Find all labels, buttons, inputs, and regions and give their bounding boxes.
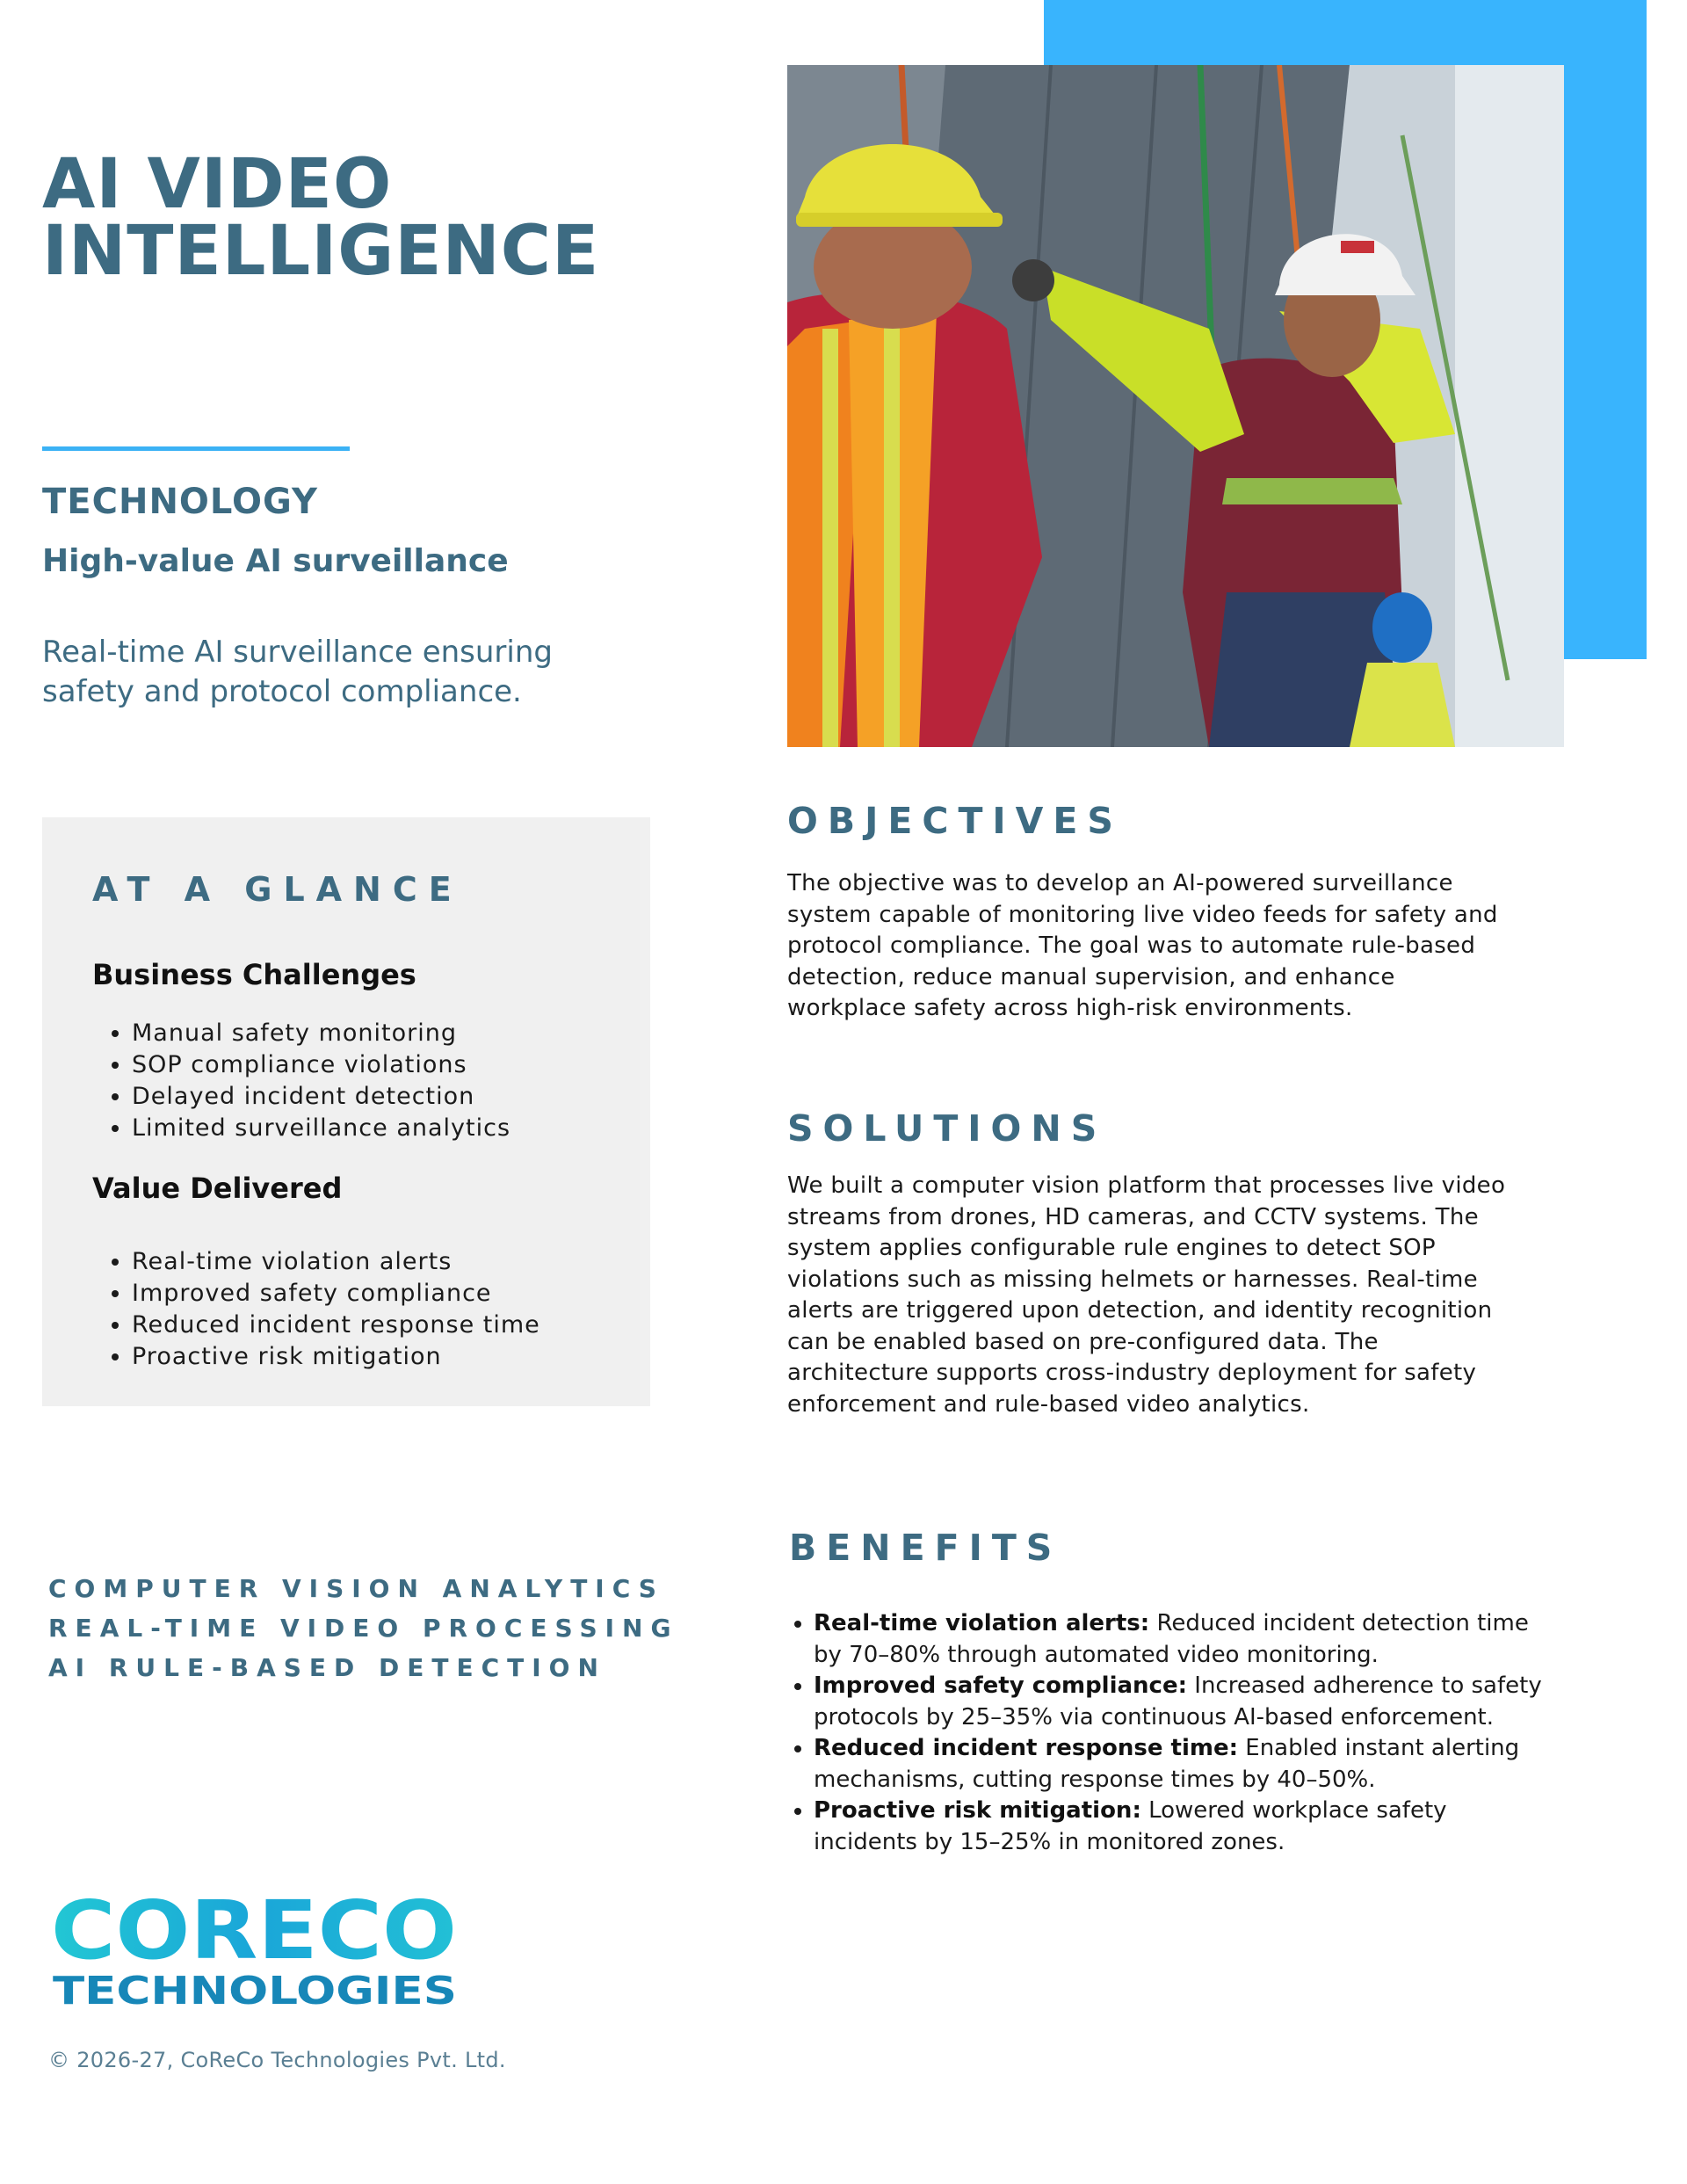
list-item: • Proactive risk mitigation [132,1341,540,1373]
page-title-line2: INTELLIGENCE [42,212,600,291]
value-delivered-list [92,1246,540,1373]
benefit-text: Enabled instant alerting mechanisms, cutting response times by 40–50%. [814,1735,1520,1793]
tag-item: COMPUTER VISION ANALYTICS [48,1574,664,1603]
benefit-item [814,1608,1552,1671]
benefit-label: Reduced incident response time: [814,1735,1239,1761]
benefit-label: Real-time violation alerts: [814,1610,1150,1636]
solutions-heading: SOLUTIONS [787,1107,1107,1150]
benefits-list [787,1608,1552,1858]
list-item: • Reduced incident response time [132,1310,540,1341]
category-label: TECHNOLOGY [42,482,318,522]
benefit-text: Lowered workplace safety incidents by 15–25% in monitored zones. [814,1797,1447,1855]
list-item: • Improved safety compliance [132,1278,540,1310]
benefit-text: Increased adherence to safety protocols by 25–35% via continuous AI-based enforcement. [814,1672,1542,1731]
list-item: • Delayed incident detection [132,1081,510,1113]
tag-item: AI RULE-BASED DETECTION [48,1653,606,1682]
benefit-label: Improved safety compliance: [814,1672,1188,1699]
intro-text: Real-time AI surveillance ensuring safety and protocol compliance. [42,635,553,709]
benefit-label: Proactive risk mitigation: [814,1797,1141,1824]
list-item: • SOP compliance violations [132,1049,510,1081]
page-title [42,145,600,291]
benefits-heading: BENEFITS [789,1527,1062,1569]
business-challenges-list [92,1018,510,1144]
benefit-item [814,1671,1552,1733]
solutions-text: We built a computer vision platform that processes live video streams from drones, HD cameras, and CCTV systems. The system applies configurable rule engines to detect SOP violations such as missing helmets or harnesses. Real-time alerts are triggered upon detection, and identity recognition can be enabled based on pre-configured data. The architecture supports cross-industry deployment for safety enforcement and rule-based video analytics. [787,1172,1506,1418]
value-delivered-heading: Value Delivered [92,1172,343,1205]
benefit-item [814,1733,1552,1796]
list-item: • Limited surveillance analytics [132,1113,510,1144]
at-a-glance-title: AT A GLANCE [92,870,463,909]
benefit-item [814,1796,1552,1858]
logo-subtitle: TECHNOLOGIES [53,1969,457,2013]
logo-wordmark: CORECO [51,1890,457,1977]
benefit-text: Reduced incident detection time by 70–80% through automated video monitoring. [814,1610,1529,1668]
business-challenges-heading: Business Challenges [92,958,416,991]
copyright-text: © 2026-27, CoReCo Technologies Pvt. Ltd. [48,2048,506,2072]
page-title-line1: AI VIDEO [42,145,393,224]
logo-graphic [51,1890,464,2013]
list-item: • Real-time violation alerts [132,1246,540,1278]
tag-item: REAL-TIME VIDEO PROCESSING [48,1614,679,1643]
company-logo [51,1890,464,2017]
category-subtitle: High-value AI surveillance [42,543,509,579]
list-item: • Manual safety monitoring [132,1018,510,1049]
accent-divider [42,446,350,451]
construction-workers-illustration [787,65,1564,747]
objectives-text: The objective was to develop an AI-powered surveillance system capable of monitoring live video feeds for safety and protocol compliance. The goal was to automate rule-based detection, reduce manual supervision, and enhance workplace safety across high-risk environments. [787,870,1498,1021]
hero-photo [787,65,1564,747]
objectives-heading: OBJECTIVES [787,800,1123,842]
technology-tags [48,1569,678,1687]
